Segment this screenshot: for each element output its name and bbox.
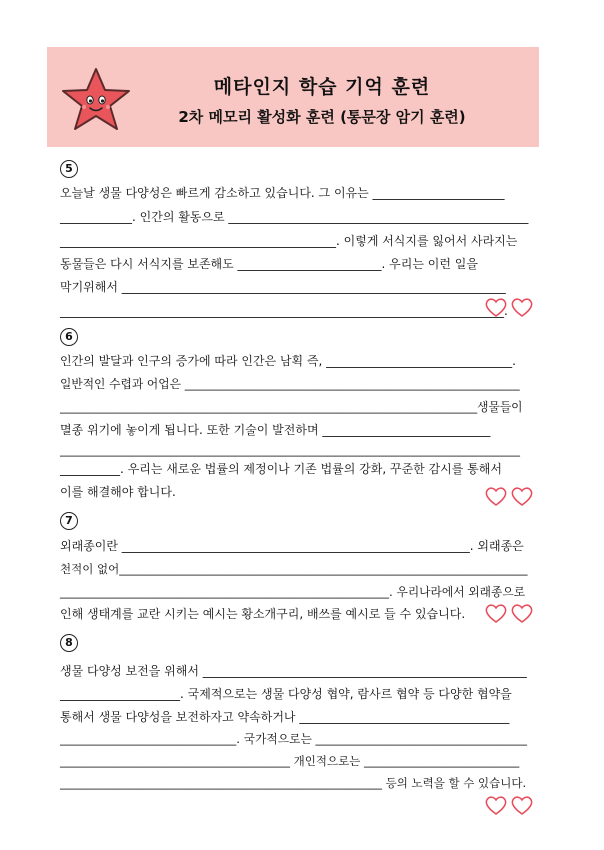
text-line: 천적이 없어_______________________________________________________________________ — [60, 562, 528, 576]
section-number: 8 — [60, 634, 78, 652]
text-line: ______________________________________________. 이렇게 서식지를 잃어서 사라지는 — [60, 234, 518, 248]
page-title: 메타인지 학습 기억 훈련 — [213, 76, 431, 98]
text-line: ________________________________________________________________________________ — [60, 443, 520, 457]
text-line: _______________________________________________________________________생물들이 — [60, 400, 523, 414]
text-line: 외래종이란 __________________________________________________________. 외래종은 — [60, 539, 524, 553]
hearts-icon — [484, 603, 536, 625]
text-line: 이를 해결해야 합니다. — [60, 485, 176, 499]
text-line: 생물 다양성 보전을 위해서 ______________________________________________________ — [60, 664, 527, 678]
hearts-icon — [484, 486, 536, 508]
text-line: ______________________________. 국가적으로는 ____________________________________ — [60, 732, 528, 746]
section-number: 5 — [60, 160, 78, 178]
hearts-icon — [484, 297, 536, 319]
text-line: 인해 생태계를 교란 시키는 예시는 황소개구리, 배쓰를 예시로 들 수 있습니다. — [60, 607, 466, 621]
section-number: 7 — [60, 512, 78, 530]
text-line: 멸종 위기에 놓이게 됩니다. 또한 기술이 발전하며 ____________________________ — [60, 423, 491, 437]
text-line: 일반적인 수렵과 어업은 _________________________________________________________ — [60, 377, 520, 391]
text-line: __________________________________________________________________________. — [60, 304, 508, 318]
hearts-icon — [484, 795, 536, 817]
text-line: 동물들은 다시 서식지를 보존해도 ________________________. 우리는 이런 일을 — [60, 257, 478, 271]
text-line: 막기위해서 ________________________________________________________________ — [60, 280, 506, 294]
text-line: ____________________. 국제적으로는 생물 다양성 협약, 람사르 협약 등 다양한 협약을 — [60, 687, 512, 701]
text-line: 통해서 생물 다양성을 보전하자고 약속하거나 ___________________________________ — [60, 710, 510, 724]
text-line: __________. 우리는 새로운 법률의 제정이나 기존 법률의 강화, 꾸준한 감시를 통해서 — [60, 462, 502, 476]
page-subtitle: 2차 메모리 활성화 훈련 (통문장 암기 훈련) — [178, 108, 466, 126]
text-line: ________________________________________ 개인적으로는 ___________________________ — [60, 754, 520, 768]
text-line: 오늘날 생물 다양성은 빠르게 감소하고 있습니다. 그 이유는 ______________________ — [60, 186, 505, 200]
section-number: 6 — [60, 328, 78, 346]
text-line: ________________________________________________________. 우리나라에서 외래종으로 — [60, 585, 526, 599]
text-line: ____________. 인간의 활동으로 __________________________________________________ — [60, 210, 529, 224]
text-line: ________________________________________________________ 등의 노력을 할 수 있습니다. — [60, 776, 527, 790]
text-line: 인간의 발달과 인구의 증가에 따라 인간은 남획 즉, _______________________________. — [60, 354, 516, 368]
